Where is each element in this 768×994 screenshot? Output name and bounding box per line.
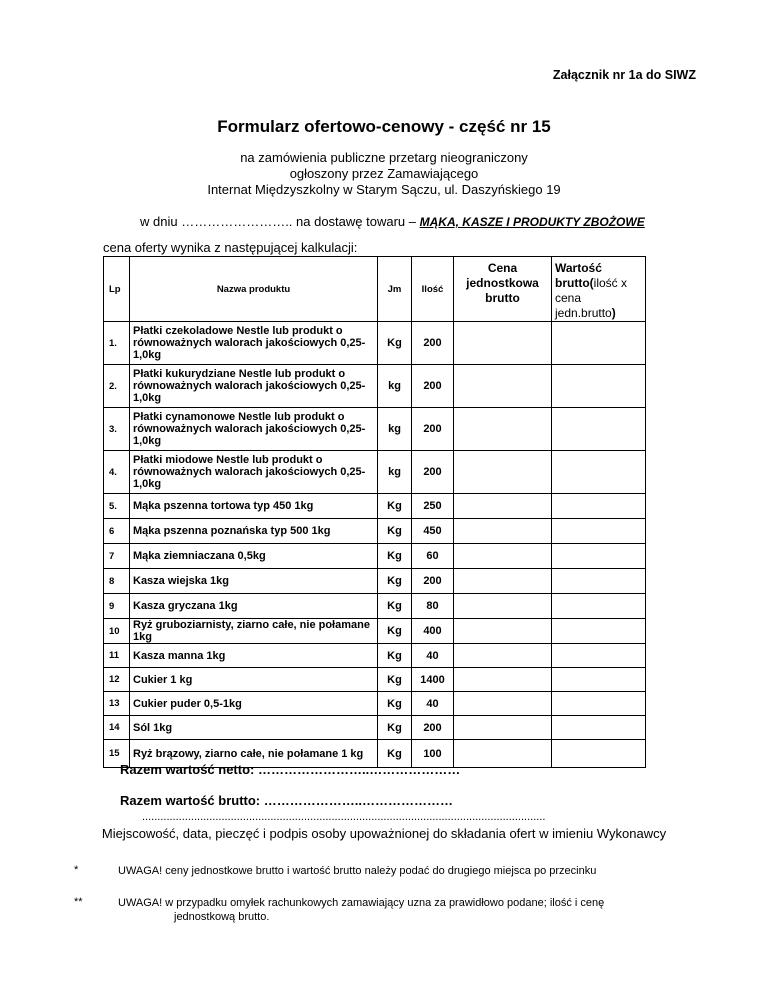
row-product-name: Mąka pszenna poznańska typ 500 1kg (130, 519, 378, 544)
row-gross-value-cell[interactable] (552, 668, 646, 692)
table-row (104, 569, 646, 594)
row-quantity: 200 (412, 569, 454, 594)
row-quantity: 60 (412, 544, 454, 569)
header-value-close: ) (611, 306, 616, 320)
row-unit-price-cell[interactable] (454, 365, 552, 408)
row-quantity: 40 (412, 692, 454, 716)
table-row (104, 322, 646, 365)
row-product-name: Płatki czekoladowe Nestle lub produkt o równoważnych walorach jakościowych 0,25-1,0kg (130, 322, 378, 365)
row-product-name: Kasza manna 1kg (130, 644, 378, 668)
row-quantity: 1400 (412, 668, 454, 692)
row-unit-price-cell[interactable] (454, 494, 552, 519)
calculation-intro: cena oferty wynika z następującej kalkulacji: (103, 240, 358, 255)
row-unit: Kg (378, 594, 412, 619)
row-product-name: Mąka ziemniaczana 0,5kg (130, 544, 378, 569)
table-row (104, 494, 646, 519)
row-lp: 3. (104, 408, 130, 451)
row-product-name: Płatki miodowe Nestle lub produkt o równoważnych walorach jakościowych 0,25-1,0kg (130, 451, 378, 494)
row-unit-price-cell[interactable] (454, 569, 552, 594)
row-product-name: Cukier puder 0,5-1kg (130, 692, 378, 716)
header-price-line-1: Cena (487, 261, 518, 275)
row-unit: kg (378, 365, 412, 408)
row-product-name: Sól 1kg (130, 716, 378, 740)
row-unit: Kg (378, 569, 412, 594)
row-lp: 15 (104, 740, 130, 768)
row-unit-price-cell[interactable] (454, 322, 552, 365)
header-qty: Ilość (412, 257, 454, 322)
header-name: Nazwa produktu (130, 257, 378, 322)
header-price-line-3: brutto (485, 291, 520, 305)
note-1-mark: * (74, 864, 79, 876)
signature-dots: .................................................................................................................................... (142, 811, 546, 823)
table-row (104, 594, 646, 619)
row-lp: 6 (104, 519, 130, 544)
row-unit: Kg (378, 544, 412, 569)
row-unit-price-cell[interactable] (454, 408, 552, 451)
row-quantity: 450 (412, 519, 454, 544)
row-unit-price-cell[interactable] (454, 740, 552, 768)
table-header-row (104, 257, 646, 322)
table-row (104, 644, 646, 668)
row-unit: Kg (378, 692, 412, 716)
row-gross-value-cell[interactable] (552, 322, 646, 365)
row-unit: Kg (378, 494, 412, 519)
row-product-name: Płatki kukurydziane Nestle lub produkt o równoważnych walorach jakościowych 0,25-1,0kg (130, 365, 378, 408)
row-unit: kg (378, 451, 412, 494)
row-unit-price-cell[interactable] (454, 544, 552, 569)
note-2-line-1: UWAGA! w przypadku omyłek rachunkowych zamawiający uzna za prawidłowo podane; ilość i cenę (118, 897, 605, 909)
row-gross-value-cell[interactable] (552, 451, 646, 494)
subtitle-line-3: Internat Międzyszkolny w Starym Sączu, ul. Daszyńskiego 19 (207, 182, 561, 197)
row-gross-value-cell[interactable] (552, 365, 646, 408)
header-value-bold: brutto( (555, 276, 594, 290)
table-row (104, 544, 646, 569)
row-lp: 8 (104, 569, 130, 594)
row-lp: 5. (104, 494, 130, 519)
row-gross-value-cell[interactable] (552, 716, 646, 740)
row-unit-price-cell[interactable] (454, 644, 552, 668)
row-unit-price-cell[interactable] (454, 451, 552, 494)
row-lp: 4. (104, 451, 130, 494)
row-product-name: Kasza gryczana 1kg (130, 594, 378, 619)
row-lp: 14 (104, 716, 130, 740)
net-total-line: Razem wartość netto: ……………………..………………… (120, 762, 461, 777)
row-unit: kg (378, 408, 412, 451)
row-quantity: 200 (412, 716, 454, 740)
row-quantity: 200 (412, 408, 454, 451)
header-value-formula: ilość x cena jedn.brutto (555, 276, 627, 320)
row-unit-price-cell[interactable] (454, 594, 552, 619)
row-unit: Kg (378, 519, 412, 544)
row-quantity: 80 (412, 594, 454, 619)
row-quantity: 40 (412, 644, 454, 668)
row-unit: Kg (378, 619, 412, 644)
table-row (104, 365, 646, 408)
page-title: Formularz ofertowo-cenowy - część nr 15 (217, 117, 551, 136)
row-quantity: 400 (412, 619, 454, 644)
header-lp: Lp (104, 257, 130, 322)
row-quantity: 200 (412, 322, 454, 365)
row-product-name: Ryż gruboziarnisty, ziarno całe, nie połamane 1kg (130, 619, 378, 644)
note-2-line-2: jednostkową brutto. (174, 911, 270, 923)
row-unit-price-cell[interactable] (454, 692, 552, 716)
row-quantity: 100 (412, 740, 454, 768)
gross-total-line: Razem wartość brutto: …………………..………………… (120, 793, 453, 808)
price-table (103, 256, 646, 768)
header-price-line-2: jednostkowa (466, 276, 539, 290)
row-gross-value-cell[interactable] (552, 644, 646, 668)
table-row (104, 619, 646, 644)
annex-label: Załącznik nr 1a do SIWZ (552, 68, 696, 82)
note-1-text: UWAGA! ceny jednostkowe brutto i wartość brutto należy podać do drugiego miejsca po przecinku (118, 865, 597, 877)
subtitle-line-2: ogłoszony przez Zamawiającego (289, 166, 479, 181)
row-lp: 12 (104, 668, 130, 692)
note-2-text (118, 896, 708, 924)
product-group: MĄKA, KASZE I PRODUKTY ZBOŻOWE (419, 215, 645, 229)
row-product-name: Cukier 1 kg (130, 668, 378, 692)
row-unit: Kg (378, 644, 412, 668)
row-gross-value-cell[interactable] (552, 569, 646, 594)
signature-caption: Miejscowość, data, pieczęć i podpis osoby upoważnionej do składania ofert w imieniu Wykonawcy (101, 826, 667, 841)
table-row (104, 408, 646, 451)
table-row (104, 668, 646, 692)
row-lp: 2. (104, 365, 130, 408)
row-lp: 10 (104, 619, 130, 644)
header-unit-price (454, 257, 552, 322)
table-row (104, 716, 646, 740)
delivery-prefix: w dniu …………………….. na dostawę towaru – (140, 214, 420, 229)
subtitle-line-1: na zamówienia publiczne przetarg nieograniczony (240, 150, 528, 165)
header-gross-value (552, 257, 646, 322)
row-unit: Kg (378, 322, 412, 365)
row-lp: 7 (104, 544, 130, 569)
row-lp: 9 (104, 594, 130, 619)
header-unit: Jm (378, 257, 412, 322)
row-quantity: 200 (412, 451, 454, 494)
row-product-name: Kasza wiejska 1kg (130, 569, 378, 594)
row-unit: Kg (378, 716, 412, 740)
row-unit: Kg (378, 740, 412, 768)
row-gross-value-cell[interactable] (552, 692, 646, 716)
table-row (104, 692, 646, 716)
row-quantity: 250 (412, 494, 454, 519)
table-row (104, 519, 646, 544)
row-gross-value-cell[interactable] (552, 408, 646, 451)
row-product-name: Mąka pszenna tortowa typ 450 1kg (130, 494, 378, 519)
row-gross-value-cell[interactable] (552, 619, 646, 644)
row-gross-value-cell[interactable] (552, 594, 646, 619)
row-lp: 11 (104, 644, 130, 668)
row-quantity: 200 (412, 365, 454, 408)
table-row (104, 451, 646, 494)
row-gross-value-cell[interactable] (552, 544, 646, 569)
row-product-name: Płatki cynamonowe Nestle lub produkt o równoważnych walorach jakościowych 0,25-1,0kg (130, 408, 378, 451)
delivery-line (140, 214, 645, 229)
row-gross-value-cell[interactable] (552, 494, 646, 519)
row-lp: 1. (104, 322, 130, 365)
header-value-line-1: Wartość (555, 261, 602, 275)
row-unit-price-cell[interactable] (454, 716, 552, 740)
row-lp: 13 (104, 692, 130, 716)
row-unit-price-cell[interactable] (454, 668, 552, 692)
row-product-name: Ryż brązowy, ziarno całe, nie połamane 1 kg (130, 740, 378, 768)
row-unit-price-cell[interactable] (454, 619, 552, 644)
row-gross-value-cell[interactable] (552, 740, 646, 768)
row-unit: Kg (378, 668, 412, 692)
note-2-mark: ** (74, 896, 83, 908)
row-gross-value-cell[interactable] (552, 519, 646, 544)
row-unit-price-cell[interactable] (454, 519, 552, 544)
